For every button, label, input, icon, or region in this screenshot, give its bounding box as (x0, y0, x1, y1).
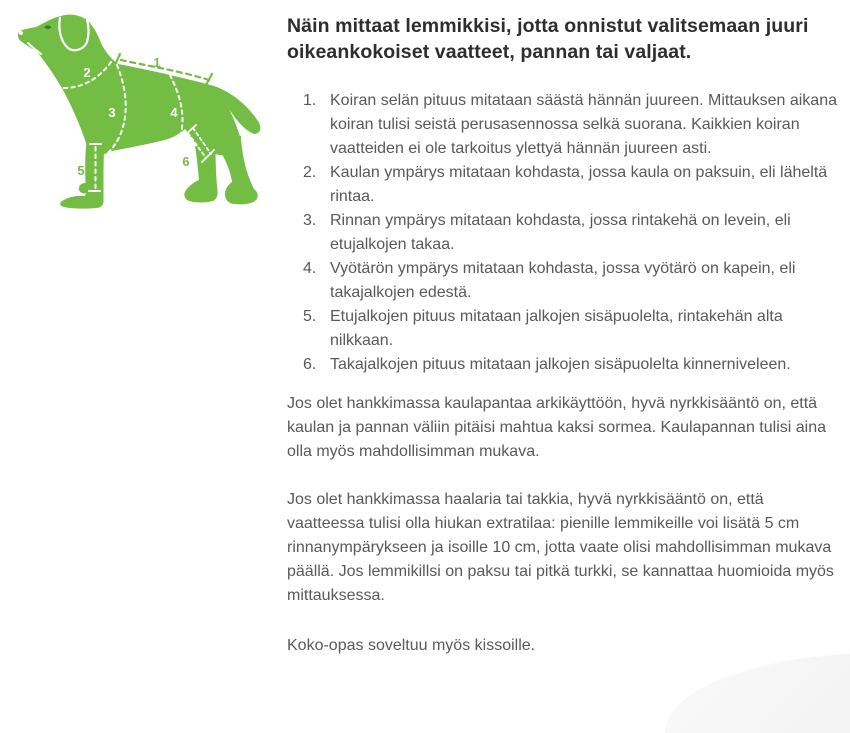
measurement-step (287, 89, 840, 161)
diagram-label-5: 5 (77, 163, 85, 178)
measurement-step (287, 353, 840, 377)
list-number: 4. (303, 260, 317, 277)
list-number: 2. (303, 164, 317, 181)
list-text: Takajalkojen pituus mitataan jalkojen sisäpuolelta kinnerniveleen. (330, 356, 791, 373)
list-text: Rinnan ympärys mitataan kohdasta, jossa rintakehä on levein, eli etujalkojen takaa. (330, 212, 791, 253)
diagram-label-2: 2 (83, 65, 91, 80)
list-number: 1. (303, 92, 317, 109)
list-text: Etujalkojen pituus mitataan jalkojen sisäpuolelta, rintakehän alta nilkkaan. (330, 308, 783, 349)
cats-note-paragraph: Koko-opas soveltuu myös kissoille. (287, 637, 536, 654)
clothing-tip-paragraph: Jos olet hankkimassa haalaria tai takkia, hyvä nyrkkisääntö on, että vaatteessa tulisi olla hiukan extratilaa: pienille lemmikeille voi lisätä 5 cm rinnanympärykseen ja isoille 10 cm, jotta vaate olisi mahdollisimman mukava päällä. Jos lemmikillsi on paksu tai pitkä turkki, se kannattaa huomioida myös mittauksessa. (287, 491, 834, 604)
diagram-label-3: 3 (108, 105, 116, 120)
collar-tip-paragraph: Jos olet hankkimassa kaulapantaa arkikäyttöön, hyvä nyrkkisääntö on, että kaulan ja pannan väliin pitäisi mahtua kaksi sormea. Kaulapannan tulisi aina olla myös mahdollisimman mukava. (287, 395, 826, 460)
list-text: Kaulan ympärys mitataan kohdasta, jossa kaula on paksuin, eli läheltä rintaa. (330, 164, 828, 205)
corner-card-edge (665, 653, 850, 733)
page-title: Näin mittaat lemmikkisi, jotta onnistut valitsemaan juuri oikeankokoiset vaatteet, pannan tai valjaat. (287, 15, 809, 63)
measurement-guide-content (287, 13, 840, 658)
measure-tick-withers (115, 54, 120, 65)
list-text: Vyötärön ympärys mitataan kohdasta, jossa vyötärö on kapein, eli takajalkojen edestä. (330, 260, 796, 301)
diagram-label-1: 1 (153, 55, 161, 70)
measurement-step (287, 305, 840, 353)
list-number: 5. (303, 308, 317, 325)
dog-measurement-diagram (0, 0, 270, 215)
diagram-label-6: 6 (182, 154, 190, 169)
dog-near-hind-leg-shape (221, 128, 258, 204)
measurement-step (287, 257, 840, 305)
list-number: 3. (303, 212, 317, 229)
nostril-dot (19, 31, 23, 35)
list-number: 6. (303, 356, 317, 373)
measurement-step (287, 161, 840, 209)
diagram-label-4: 4 (170, 105, 178, 120)
measurement-list (287, 89, 840, 377)
dog-illustration (0, 0, 270, 215)
list-text: Koiran selän pituus mitataan säästä hännän juureen. Mittauksen aikana koiran tulisi seistä perusasennossa selkä suorana. Kaikkien koiran vaatteiden ei ole tarkoitus ylettyä hännän juureen asti. (330, 92, 837, 157)
measurement-step (287, 209, 840, 257)
